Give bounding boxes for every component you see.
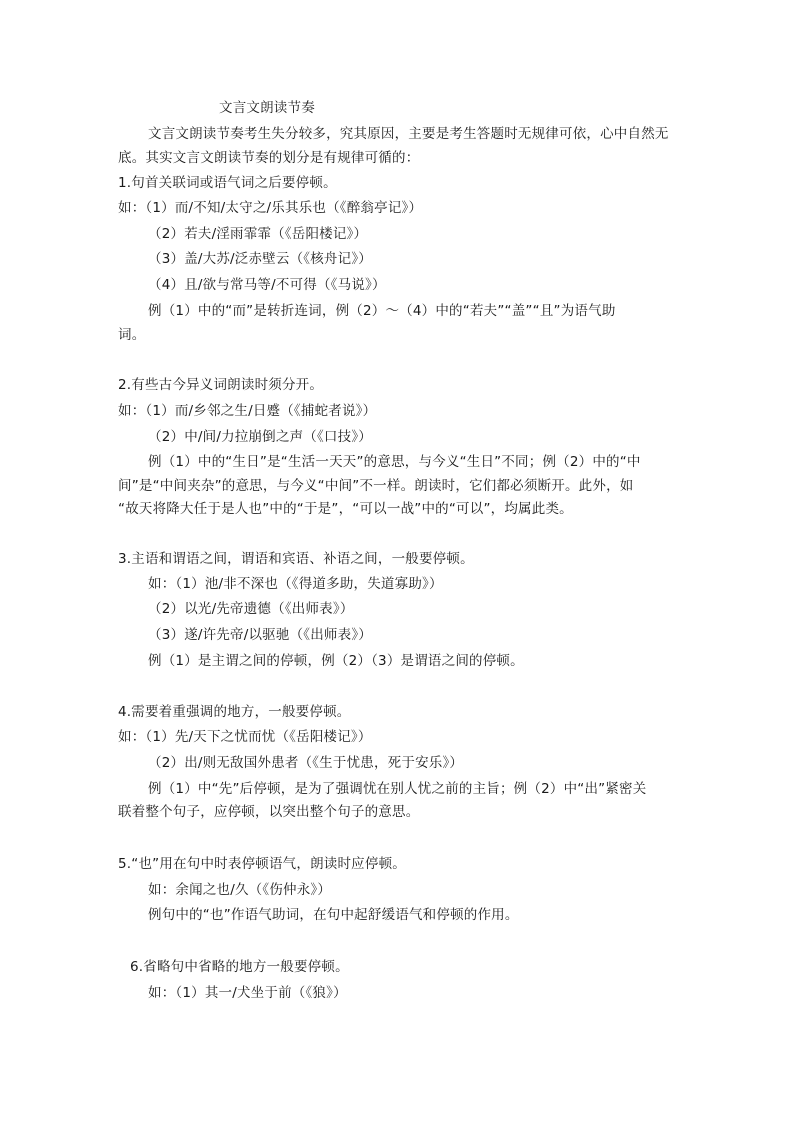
section-2-example: 如：（1）而/乡邻之生/日蹙（《捕蛇者说》） xyxy=(118,403,377,419)
intro-line-2: 底。其实文言文朗读节奏的划分是有规律可循的： xyxy=(118,150,420,166)
section-4-note: 例（1）中“先”后停顿，是为了强调忧在别人忧之前的主旨；例（2）中“出”紧密关 xyxy=(148,781,647,797)
section-1-note: 例（1）中的“而”是转折连词，例（2）～（4）中的“若夫”“盖”“且”为语气助 xyxy=(148,303,616,319)
section-1-heading: 1.句首关联词或语气词之后要停顿。 xyxy=(118,175,337,191)
section-2-heading: 2.有些古今异义词朗读时须分开。 xyxy=(118,377,324,393)
section-1-example: 如：（1）而/不知/太守之/乐其乐也（《醉翁亭记》） xyxy=(118,200,423,216)
section-1-note: 词。 xyxy=(118,327,146,343)
section-2-note: 例（1）中的“生日”是“生活一天天”的意思，与今义“生日”不同；例（2）中的“中 xyxy=(148,454,641,470)
section-3-heading: 3.主语和谓语之间，谓语和宾语、补语之间，一般要停顿。 xyxy=(118,551,474,567)
section-5-note: 例句中的“也”作语气助词，在句中起舒缓语气和停顿的作用。 xyxy=(148,907,519,923)
section-1-example: （4）且/欲与常马等/不可得（《马说》） xyxy=(148,277,386,293)
section-3-example: （3）遂/许先帝/以驱驰（《出师表》） xyxy=(148,627,372,643)
section-4-note: 联着整个句子，应停顿，以突出整个句子的意思。 xyxy=(118,804,420,820)
document-title: 文言文朗读节奏 xyxy=(219,100,315,116)
section-4-heading: 4.需要着重强调的地方，一般要停顿。 xyxy=(118,704,351,720)
section-4-example: （2）出/则无敌国外患者（《生于忧患，死于安乐》） xyxy=(148,755,464,771)
section-2-example: （2）中/间/力拉崩倒之声（《口技》） xyxy=(148,429,372,445)
section-6-example: 如：（1）其一/犬坐于前（《狼》） xyxy=(148,985,347,1001)
section-3-example: （2）以光/先帝遗德（《出师表》） xyxy=(148,601,354,617)
intro-line-1: 文言文朗读节奏考生失分较多，究其原因，主要是考生答题时无规律可依，心中自然无 xyxy=(148,126,669,142)
section-2-note: “故天将降大任于是人也”中的“于是”，“可以一战”中的“可以”，均属此类。 xyxy=(118,501,573,517)
section-5-example: 如：余闻之也/久（《伤仲永》） xyxy=(148,882,332,898)
section-3-example: 如：（1）池/非不深也（《得道多助，失道寡助》） xyxy=(148,576,443,592)
section-2-note: 间”是“中间夹杂”的意思，与今义“中间”不一样。朗读时，它们都必须断开。此外，如 xyxy=(118,478,634,494)
section-5-heading: 5.“也”用在句中时表停顿语气，朗读时应停顿。 xyxy=(118,856,406,872)
section-1-example: （2）若夫/淫雨霏霏（《岳阳楼记》） xyxy=(148,226,368,242)
section-3-note: 例（1）是主谓之间的停顿，例（2）（3）是谓语之间的停顿。 xyxy=(148,653,524,669)
section-4-example: 如：（1）先/天下之忧而忧（《岳阳楼记》） xyxy=(118,729,372,745)
section-1-example: （3）盖/大苏/泛赤壁云（《核舟记》） xyxy=(148,251,372,267)
section-6-heading: 6.省略句中省略的地方一般要停顿。 xyxy=(130,959,349,975)
